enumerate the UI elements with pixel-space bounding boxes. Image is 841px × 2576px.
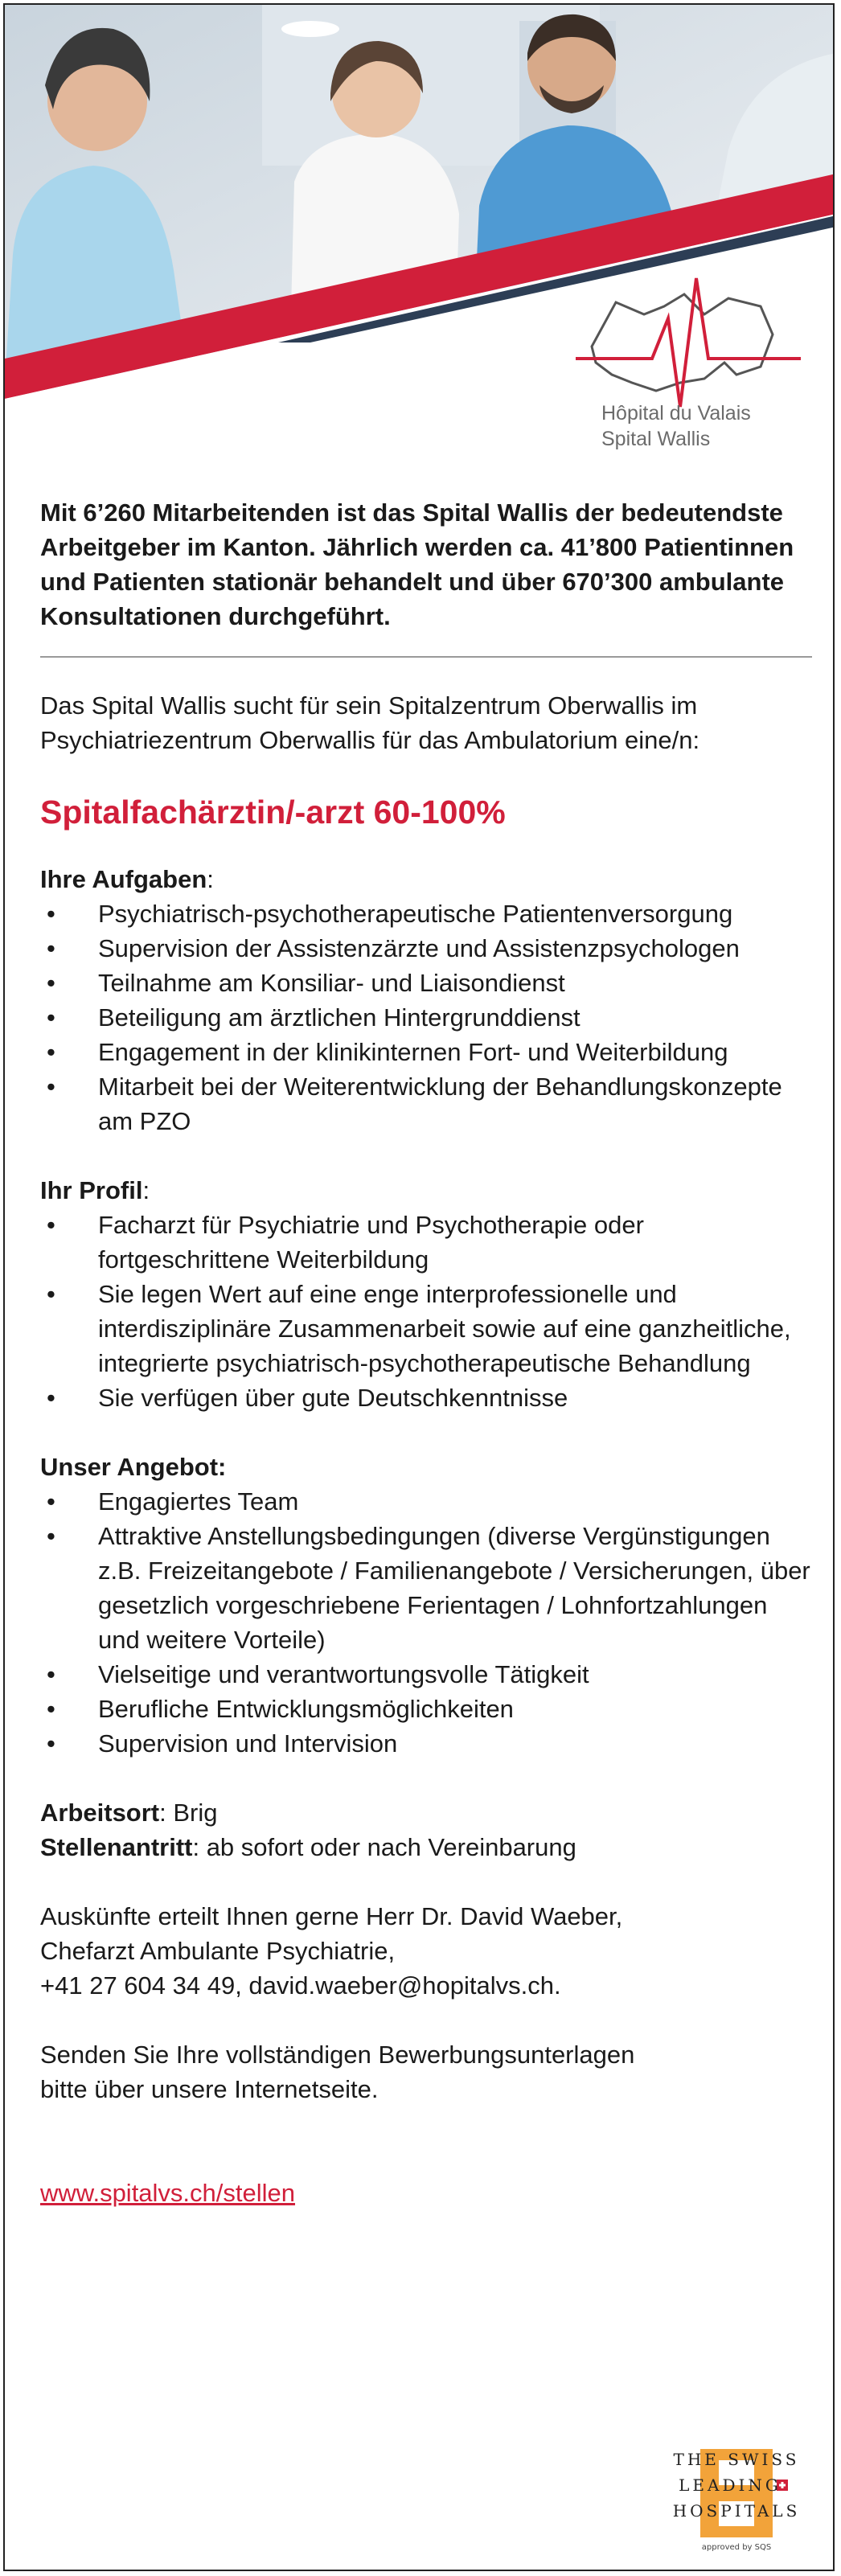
offer-heading-label: Unser Angebot: [40,1453,227,1481]
list-item-text: Beteiligung am ärztlichen Hintergrunddienst [98,1003,580,1032]
logo-wordmark [601,400,751,452]
bullet-icon: • [47,1660,55,1688]
list-item [40,1657,812,1692]
list-item [40,1484,812,1519]
contact-line-3: +41 27 604 34 49, david.waeber@hopitalvs.ch. [40,1971,561,2000]
intro-paragraph: Mit 6’260 Mitarbeitenden ist das Spital Wallis der bedeutendste Arbeitgeber im Kanton. Jährlich werden ca. 41’800 Patientinnen und Patienten stationär behandelt und über 670’300 ambulante Konsultationen durchgeführt. [40,498,794,630]
list-item [40,1380,812,1415]
list-item-text: Engagement in der klinikinternen Fort- und Weiterbildung [98,1038,728,1066]
profile-list [40,1208,812,1415]
list-item [40,1035,812,1069]
logo-line-2: Spital Wallis [601,428,711,450]
offer-list [40,1484,812,1761]
list-item-text: Attraktive Anstellungsbedingungen (diverse Vergünstigungen z.B. Freizeitangebote / Familienangebote / Versicherungen, über gesetzlich vorgeschriebene Ferientagen / Lohnfortzahlungen und weitere Vorteile) [98,1522,810,1654]
bullet-icon: • [47,1003,55,1032]
sls-line-1: THE SWISS [673,2450,800,2469]
list-item-text: Berufliche Entwicklungsmöglichkeiten [98,1695,514,1723]
contact-line-1: Auskünfte erteilt Ihnen gerne Herr Dr. David Waeber, [40,1902,623,1930]
list-item-text: Supervision und Intervision [98,1729,398,1758]
list-item [40,931,812,966]
start-label: Stellenantritt [40,1833,193,1861]
bullet-icon: • [47,934,55,962]
bullet-icon: • [47,1487,55,1516]
sls-tagline: approved by SQS [701,2543,772,2552]
bullet-icon: • [47,1211,55,1239]
tasks-heading-label: Ihre Aufgaben [40,865,207,893]
bullet-icon: • [47,1073,55,1101]
ad-content [40,495,812,2210]
list-item [40,1726,812,1761]
list-item [40,1069,812,1138]
job-ad [3,3,835,2571]
sls-line-3: HOSPITALS [672,2501,801,2521]
bullet-icon: • [47,1038,55,1066]
bullet-icon: • [47,900,55,928]
tasks-heading-suffix: : [207,865,214,893]
list-item-text: Mitarbeit bei der Weiterentwicklung der Behandlungskonzepte am PZO [98,1073,782,1135]
profile-heading-label: Ihr Profil [40,1176,143,1204]
list-item [40,896,812,931]
bullet-icon: • [47,1522,55,1550]
bullet-icon: • [47,1729,55,1758]
list-item [40,1519,812,1657]
logo-line-1: Hôpital du Valais [601,402,751,425]
workplace-value: : Brig [159,1799,218,1827]
bullet-icon: • [47,1695,55,1723]
list-item [40,1692,812,1726]
list-item [40,1208,812,1277]
start-value: : ab sofort oder nach Vereinbarung [192,1833,576,1861]
jobs-link[interactable]: www.spitalvs.ch/stellen [40,2179,296,2207]
divider [40,656,812,658]
tasks-heading [40,862,812,896]
tasks-list [40,896,812,1138]
list-item-text: Psychiatrisch-psychotherapeutische Patientenversorgung [98,900,733,928]
workplace [40,1795,812,1830]
start-date [40,1830,812,1864]
list-item-text: Facharzt für Psychiatrie und Psychotherapie oder fortgeschrittene Weiterbildung [98,1211,644,1274]
list-item-text: Engagiertes Team [98,1487,299,1516]
list-item [40,1277,812,1380]
list-item-text: Teilnahme am Konsiliar- und Liaisondienst [98,969,565,997]
job-title: Spitalfachärztin/-arzt 60-100% [40,794,506,831]
workplace-label: Arbeitsort [40,1799,160,1827]
profile-heading-suffix: : [142,1176,150,1204]
swiss-leading-hospitals-logo [656,2441,817,2562]
bullet-icon: • [47,1384,55,1412]
apply-line-1: Senden Sie Ihre vollständigen Bewerbungsunterlagen [40,2041,635,2069]
bullet-icon: • [47,1280,55,1308]
list-item [40,966,812,1000]
search-paragraph: Das Spital Wallis sucht für sein Spitalzentrum Oberwallis im Psychiatriezentrum Oberwallis für das Ambulatorium eine/n: [40,691,700,754]
bullet-icon: • [47,969,55,997]
list-item-text: Sie legen Wert auf eine enge interprofessionelle und interdisziplinäre Zusammenarbeit sowie auf eine ganzheitliche, integrierte psychiatrisch-psychotherapeutische Behandlung [98,1280,791,1377]
apply-line-2: bitte über unsere Internetseite. [40,2075,379,2103]
list-item-text: Sie verfügen über gute Deutschkenntnisse [98,1384,568,1412]
sls-line-2: LEADING [679,2476,782,2495]
contact-line-2: Chefarzt Ambulante Psychiatrie, [40,1937,396,1965]
profile-heading [40,1173,812,1208]
list-item [40,1000,812,1035]
list-item-text: Supervision der Assistenzärzte und Assistenzpsychologen [98,934,740,962]
offer-heading [40,1450,812,1484]
list-item-text: Vielseitige und verantwortungsvolle Tätigkeit [98,1660,589,1688]
